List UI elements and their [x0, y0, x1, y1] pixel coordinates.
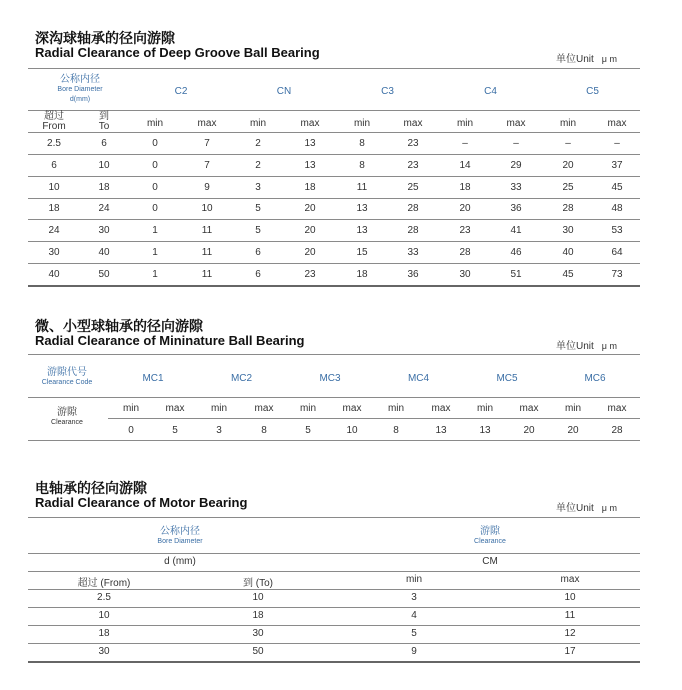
- row-divider: [28, 643, 640, 644]
- group-header-mc2: MC2: [230, 373, 253, 384]
- clearance-value: 8: [261, 425, 267, 436]
- motor-clearance-header: [474, 527, 506, 547]
- group-header-c4: C4: [484, 86, 497, 97]
- divider: [108, 418, 640, 419]
- min-header: min: [122, 403, 140, 414]
- unit-value: μ m: [601, 341, 617, 351]
- max-header: max: [519, 403, 539, 414]
- table-cell: 50: [98, 268, 110, 280]
- table-cell: 30: [98, 646, 110, 657]
- table-cell: 23: [459, 225, 471, 237]
- motor-unit: [556, 499, 617, 514]
- clear-en: Clearance: [474, 538, 506, 545]
- table-cell: 0: [152, 138, 158, 149]
- table-cell: 2.5: [97, 592, 111, 603]
- clear-en: Clearance: [51, 419, 83, 426]
- table-cell: 40: [98, 247, 110, 258]
- table-cell: 20: [562, 159, 574, 171]
- table-cell: 30: [98, 225, 110, 237]
- row-divider: [28, 625, 640, 626]
- table-cell: 13: [356, 203, 368, 215]
- table-cell: 6: [101, 138, 107, 149]
- max-header: max: [254, 403, 274, 414]
- table-cell: 24: [98, 203, 110, 215]
- table-cell: 29: [510, 159, 522, 171]
- divider: [28, 354, 640, 355]
- clear-cn: 游隙: [479, 526, 500, 537]
- table-cell: 30: [562, 225, 574, 237]
- bore-cn: 公称内径: [159, 526, 200, 537]
- table-cell: –: [614, 138, 620, 149]
- min-header: min: [456, 118, 474, 129]
- table-cell: 50: [252, 646, 264, 657]
- table-cell: 30: [459, 268, 471, 280]
- motor-title-en: Radial Clearance of Motor Bearing: [35, 495, 248, 510]
- min-header: min: [564, 403, 582, 414]
- min-header: min: [299, 403, 317, 414]
- table-cell: 2: [255, 138, 261, 149]
- table-cell: 4: [411, 610, 417, 621]
- table-cell: 0: [152, 181, 158, 193]
- clearance-value: 13: [479, 425, 491, 436]
- group-header-mc5: MC5: [496, 373, 518, 384]
- table-cell: 5: [411, 628, 417, 639]
- table-cell: 23: [407, 138, 419, 149]
- table-cell: 36: [510, 203, 522, 215]
- max-header: max: [431, 403, 451, 414]
- table-cell: 8: [359, 159, 365, 171]
- table-cell: 6: [255, 268, 261, 280]
- table-cell: 10: [98, 610, 110, 621]
- group-header-mc3: MC3: [319, 373, 341, 384]
- table-cell: 53: [611, 225, 623, 237]
- table-cell: 13: [304, 138, 316, 149]
- max-header: max: [506, 118, 526, 129]
- row-divider: [28, 607, 640, 608]
- miniature-title-en: Radial Clearance of Mininature Ball Bearing: [35, 333, 305, 348]
- table-cell: 40: [48, 268, 60, 280]
- table-cell: 14: [459, 159, 471, 171]
- group-header-c3: C3: [381, 86, 394, 97]
- row-divider: [28, 176, 640, 177]
- clearance-value: 0: [128, 425, 134, 436]
- group-header-mc4: MC4: [407, 373, 430, 384]
- table-cell: 25: [562, 181, 574, 193]
- table-cell: 18: [48, 203, 60, 215]
- clearance-value: 20: [523, 425, 535, 436]
- group-header-c5: C5: [586, 86, 599, 97]
- clearance-code-header: [42, 368, 93, 388]
- table-cell: 18: [98, 628, 110, 639]
- code-en: Clearance Code: [41, 379, 93, 386]
- table-cell: 13: [356, 225, 368, 237]
- table-cell: 24: [48, 225, 60, 237]
- clearance-header: [51, 408, 83, 428]
- miniature-unit: [556, 337, 617, 352]
- clearance-value: 20: [567, 425, 579, 436]
- table-cell: 15: [356, 247, 368, 258]
- table-cell: 11: [201, 247, 213, 258]
- table-cell: 11: [201, 268, 213, 280]
- row-divider: [28, 661, 640, 663]
- d-label: d (mm): [164, 556, 196, 567]
- max-header: max: [197, 118, 217, 129]
- group-header-cn: CN: [276, 86, 292, 97]
- table-cell: –: [513, 138, 519, 149]
- table-cell: 28: [407, 225, 419, 237]
- table-cell: 11: [356, 181, 368, 193]
- table-cell: 20: [459, 203, 471, 215]
- row-divider: [28, 198, 640, 199]
- clearance-value: 10: [346, 425, 358, 436]
- divider: [28, 589, 640, 590]
- row-divider: [28, 241, 640, 242]
- divider: [28, 440, 640, 441]
- max-label: max: [560, 574, 580, 585]
- unit-value: μ m: [601, 54, 617, 64]
- table-cell: 1: [152, 268, 158, 280]
- table-cell: 20: [304, 247, 316, 258]
- table-cell: 37: [611, 159, 623, 171]
- bore-header: [57, 75, 102, 105]
- table-cell: 11: [564, 610, 576, 621]
- deep-groove-title-en: Radial Clearance of Deep Groove Ball Bearing: [35, 45, 320, 60]
- row-divider: [28, 285, 640, 287]
- row-divider: [28, 263, 640, 264]
- min-header: min: [476, 403, 494, 414]
- from-en: From: [42, 121, 66, 132]
- row-divider: [28, 154, 640, 155]
- table-cell: 1: [152, 247, 158, 258]
- table-cell: 64: [611, 247, 623, 258]
- min-header: min: [146, 118, 164, 129]
- clearance-value: 5: [305, 425, 311, 436]
- from-label: 超过 (From): [77, 578, 131, 589]
- table-cell: 2.5: [47, 138, 61, 149]
- to-label: 到 (To): [243, 578, 273, 589]
- clearance-value: 5: [172, 425, 178, 436]
- group-header-c2: C2: [174, 86, 188, 97]
- bore-header-en: Bore Diameter: [57, 86, 103, 93]
- divider: [28, 110, 640, 111]
- table-cell: 40: [562, 247, 574, 258]
- to-header: [99, 112, 110, 132]
- max-header: max: [342, 403, 362, 414]
- table-cell: 30: [48, 247, 60, 258]
- min-header: min: [210, 403, 228, 414]
- table-cell: –: [462, 138, 468, 149]
- unit-label: 单位Unit: [556, 54, 594, 65]
- max-header: max: [403, 118, 423, 129]
- table-cell: 33: [510, 181, 522, 193]
- table-cell: 17: [564, 646, 576, 657]
- min-header: min: [353, 118, 371, 129]
- table-cell: 28: [562, 203, 574, 215]
- divider: [28, 397, 640, 398]
- bore-en: Bore Diameter: [157, 538, 203, 545]
- divider: [28, 68, 640, 69]
- table-cell: 10: [564, 592, 576, 603]
- table-cell: 10: [98, 159, 110, 171]
- table-cell: 5: [255, 225, 261, 237]
- cm-label: CM: [482, 556, 498, 567]
- table-cell: 9: [411, 646, 417, 657]
- row-divider: [28, 219, 640, 220]
- clear-cn: 游隙: [56, 407, 77, 418]
- table-cell: 13: [304, 159, 316, 171]
- deep-groove-title-cn: 深沟球轴承的径向游隙: [35, 31, 175, 47]
- to-en: To: [98, 121, 110, 132]
- table-cell: 8: [359, 138, 365, 149]
- table-cell: 11: [201, 225, 213, 237]
- table-cell: 23: [304, 268, 316, 280]
- table-cell: 36: [407, 268, 419, 280]
- group-header-mc1: MC1: [142, 373, 164, 384]
- table-cell: 20: [304, 203, 316, 215]
- table-cell: 25: [407, 181, 419, 193]
- bore-header-cn: 公称内径: [59, 74, 100, 85]
- miniature-title-cn: 微、小型球轴承的径向游隙: [35, 319, 203, 335]
- table-cell: 18: [459, 181, 471, 193]
- table-cell: 46: [510, 247, 522, 258]
- divider: [28, 132, 640, 133]
- divider: [28, 517, 640, 518]
- table-cell: 12: [564, 628, 576, 639]
- table-cell: 20: [304, 225, 316, 237]
- max-header: max: [165, 403, 185, 414]
- min-header: min: [249, 118, 267, 129]
- table-cell: 10: [252, 592, 264, 603]
- max-header: max: [607, 403, 627, 414]
- min-header: min: [387, 403, 405, 414]
- code-cn: 游隙代号: [47, 367, 87, 378]
- max-header: max: [607, 118, 627, 129]
- table-cell: 73: [611, 268, 623, 280]
- min-label: min: [405, 574, 423, 585]
- from-header: [42, 112, 65, 132]
- table-cell: 2: [255, 159, 261, 171]
- max-header: max: [300, 118, 320, 129]
- table-cell: 7: [204, 138, 210, 149]
- table-cell: 7: [204, 159, 210, 171]
- table-cell: 3: [255, 181, 261, 193]
- motor-bore-header: [157, 527, 202, 547]
- clearance-value: 28: [611, 425, 623, 436]
- from-cn: 超过: [44, 111, 64, 122]
- clearance-value: 3: [216, 425, 222, 436]
- table-cell: 48: [611, 203, 623, 215]
- table-cell: 9: [204, 181, 210, 193]
- table-cell: 10: [201, 203, 213, 215]
- table-cell: 45: [611, 181, 623, 193]
- table-cell: 18: [252, 610, 264, 621]
- min-header: min: [559, 118, 577, 129]
- table-cell: 0: [152, 159, 158, 171]
- unit-value: μ m: [601, 503, 617, 513]
- table-cell: 51: [510, 268, 522, 280]
- table-cell: 10: [48, 181, 60, 193]
- table-cell: 18: [356, 268, 368, 280]
- bore-header-unit: d(mm): [69, 96, 91, 103]
- table-cell: 30: [252, 628, 264, 639]
- group-header-mc6: MC6: [584, 373, 606, 384]
- unit-label: 单位Unit: [556, 341, 594, 352]
- table-cell: 5: [255, 203, 261, 215]
- table-cell: 18: [98, 181, 110, 193]
- table-cell: 45: [562, 268, 574, 280]
- table-cell: 28: [407, 203, 419, 215]
- unit-label: 单位Unit: [556, 503, 594, 514]
- to-cn: 到: [99, 111, 109, 122]
- divider: [28, 571, 640, 572]
- table-cell: 33: [407, 247, 419, 258]
- table-cell: 3: [411, 592, 417, 603]
- table-cell: 18: [304, 181, 316, 193]
- clearance-value: 8: [393, 425, 399, 436]
- table-cell: 1: [152, 225, 158, 237]
- table-cell: 23: [407, 159, 419, 171]
- clearance-value: 13: [435, 425, 447, 436]
- table-cell: 28: [459, 247, 471, 258]
- table-cell: –: [565, 138, 571, 149]
- deep-groove-unit: [556, 50, 617, 65]
- motor-title-cn: 电轴承的径向游隙: [35, 481, 147, 497]
- table-cell: 6: [255, 247, 261, 258]
- table-cell: 41: [510, 225, 522, 237]
- table-cell: 6: [51, 159, 57, 171]
- divider: [28, 553, 640, 554]
- table-cell: 0: [152, 203, 158, 215]
